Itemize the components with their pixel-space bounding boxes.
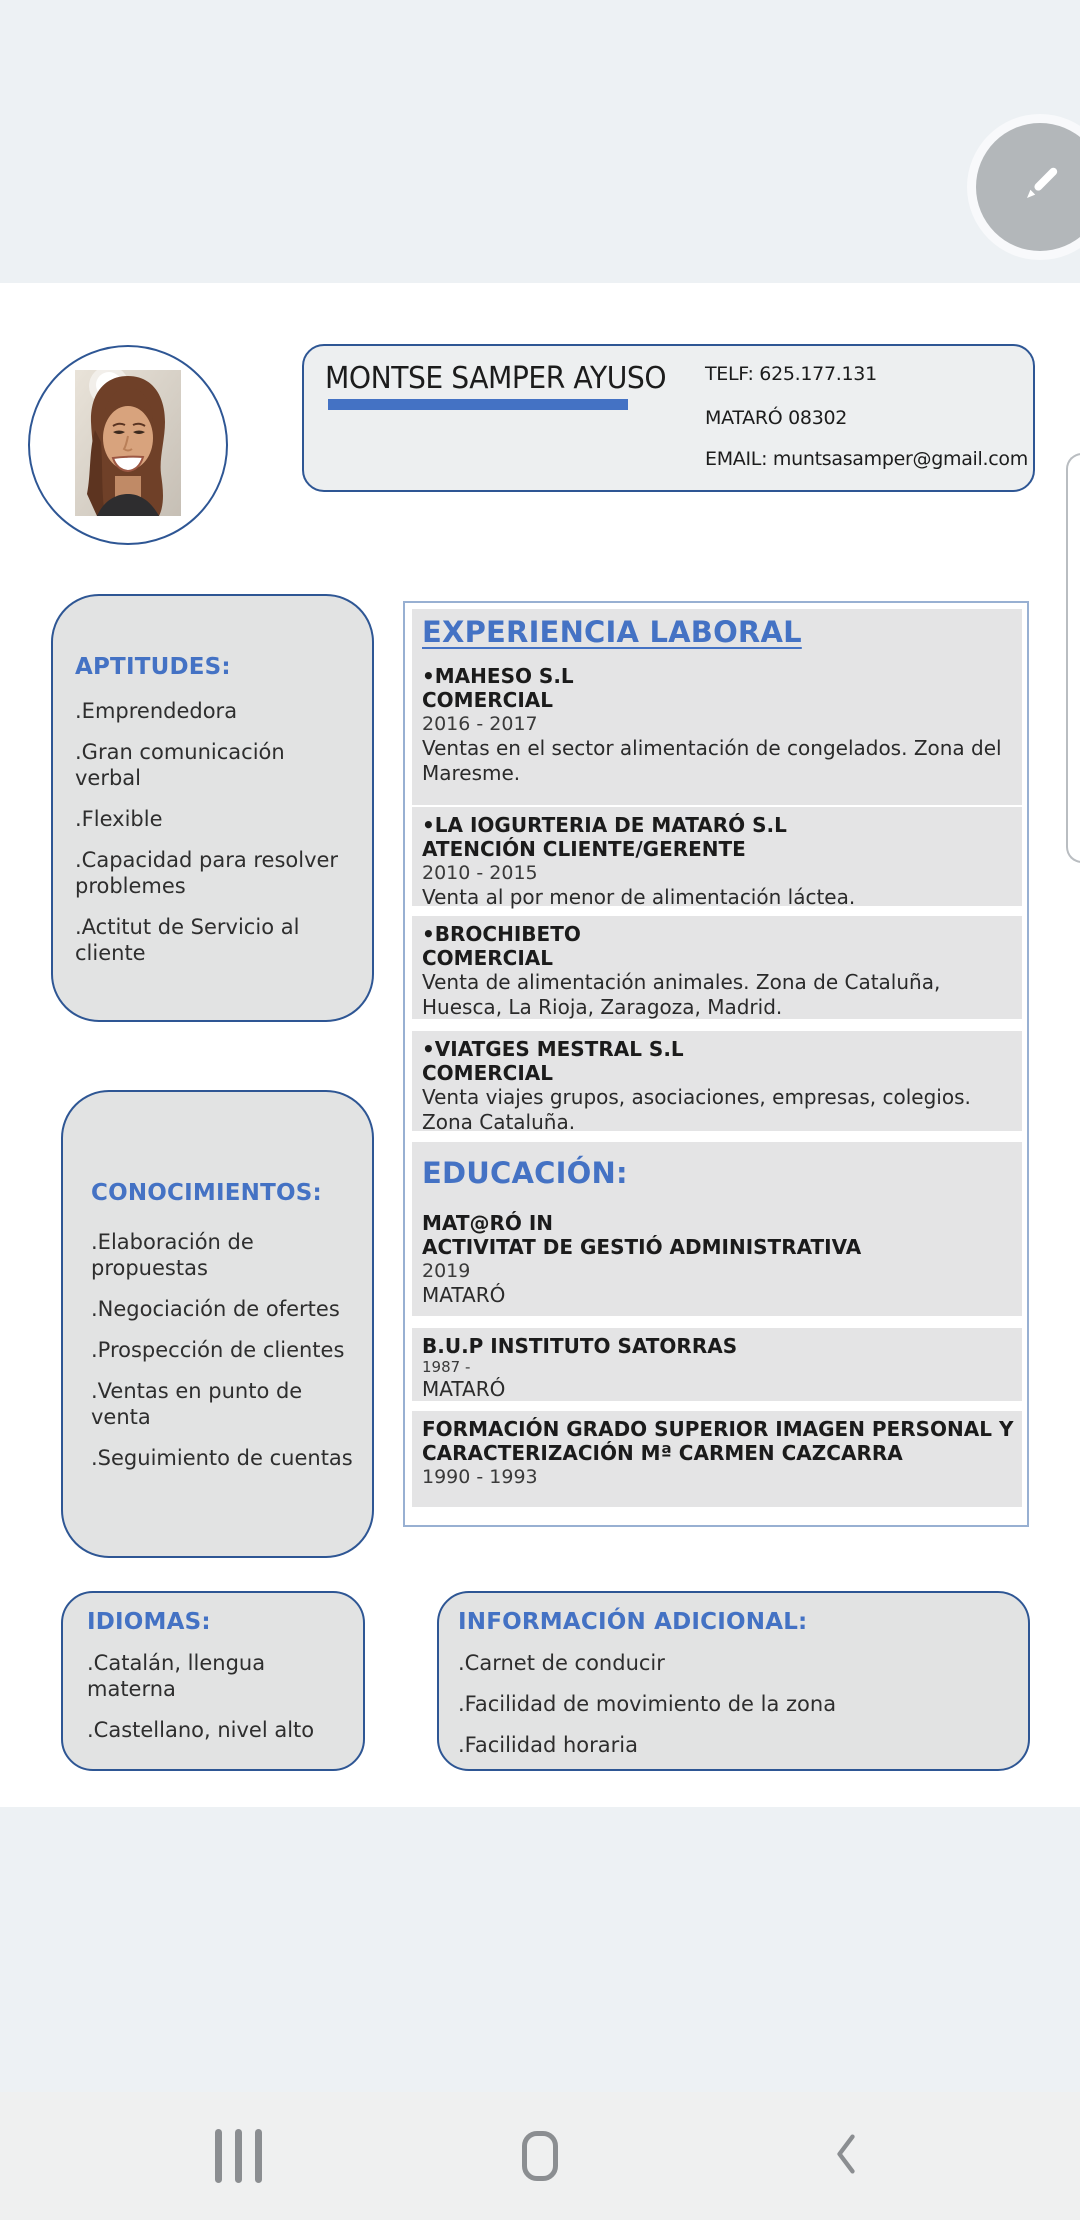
exp-description: Venta al por menor de alimentación láctea.: [422, 885, 856, 909]
edu-year: 1987 -: [422, 1358, 471, 1376]
aptitudes-item: .Capacidad para resolver problemes: [75, 848, 339, 898]
conocimientos-item: .Elaboración de propuestas: [91, 1230, 254, 1280]
exp-role: COMERCIAL: [422, 946, 553, 970]
info-adicional-card: [437, 1591, 1030, 1771]
back-button[interactable]: [786, 2092, 906, 2220]
contact-phone: TELF: 625.177.131: [705, 363, 877, 385]
exp-role: COMERCIAL: [422, 1061, 553, 1085]
aptitudes-item: .Actitut de Servicio al cliente: [75, 915, 300, 965]
education-block: [412, 1411, 1022, 1507]
android-navigation-bar: [0, 2092, 1080, 2220]
edu-school: FORMACIÓN GRADO SUPERIOR IMAGEN PERSONAL Y CARACTERIZACIÓN Mª CARMEN CAZCARRA: [422, 1417, 1014, 1465]
experience-block: [412, 609, 1022, 805]
education-title: EDUCACIÓN:: [422, 1156, 628, 1190]
home-button[interactable]: [480, 2092, 600, 2220]
exp-period: 2010 - 2015: [422, 862, 538, 884]
back-icon: [833, 2132, 859, 2180]
aptitudes-title: APTITUDES:: [75, 654, 231, 680]
info-adicional-item: .Carnet de conducir: [458, 1651, 665, 1675]
exp-company: •VIATGES MESTRAL S.L: [422, 1037, 684, 1061]
contact-email: EMAIL: muntsasamper@gmail.com: [705, 448, 1028, 470]
exp-role: COMERCIAL: [422, 688, 553, 712]
name-underline: [328, 399, 628, 410]
edu-school: MAT@RÓ IN: [422, 1211, 554, 1235]
exp-company: •BROCHIBETO: [422, 922, 581, 946]
conocimientos-item: .Seguimiento de cuentas: [91, 1446, 353, 1470]
info-adicional-item: .Facilidad de movimiento de la zona: [458, 1692, 837, 1716]
exp-description: Ventas en el sector alimentación de congelados. Zona del Maresme.: [422, 736, 1002, 785]
edu-program: ACTIVITAT DE GESTIÓ ADMINISTRATIVA: [422, 1235, 862, 1259]
conocimientos-item: .Ventas en punto de venta: [91, 1379, 303, 1429]
contact-info: [705, 364, 1028, 469]
aptitudes-item: .Gran comunicación verbal: [75, 740, 285, 790]
contact-city: MATARÓ 08302: [705, 407, 848, 429]
aptitudes-item: .Emprendedora: [75, 699, 238, 723]
profile-photo-frame: [28, 345, 228, 545]
education-block: [412, 1142, 1022, 1316]
idiomas-title: IDIOMAS:: [87, 1609, 211, 1635]
recents-button[interactable]: [178, 2092, 298, 2220]
home-icon: [522, 2131, 558, 2181]
education-block: [412, 1328, 1022, 1401]
pencil-icon: [1011, 156, 1069, 218]
recents-icon: [215, 2129, 262, 2183]
experience-title: EXPERIENCIA LABORAL: [422, 615, 802, 649]
edu-year: 1990 - 1993: [422, 1466, 538, 1488]
profile-photo: [75, 370, 181, 520]
info-adicional-item: .Facilidad horaria: [458, 1733, 638, 1757]
exp-description: Venta viajes grupos, asociaciones, empresas, colegios. Zona Cataluña.: [422, 1085, 971, 1134]
conocimientos-item: .Negociación de ofertes: [91, 1297, 340, 1321]
idiomas-card: [61, 1591, 365, 1771]
edu-location: MATARÓ: [422, 1377, 506, 1401]
exp-period: 2016 - 2017: [422, 713, 538, 735]
edu-year: 2019: [422, 1260, 471, 1282]
experience-block: [412, 916, 1022, 1019]
aptitudes-item: .Flexible: [75, 807, 163, 831]
experience-block: [412, 807, 1022, 909]
exp-description: Venta de alimentación animales. Zona de Cataluña, Huesca, La Rioja, Zaragoza, Madrid.: [422, 970, 941, 1019]
exp-company: •LA IOGURTERIA DE MATARÓ S.L: [422, 813, 787, 837]
document-page: [0, 283, 1080, 1807]
header-card: [302, 344, 1035, 492]
experience-block: [412, 1031, 1022, 1134]
exp-company: •MAHESO S.L: [422, 664, 574, 688]
experience-education-panel: [403, 601, 1029, 1527]
conocimientos-title: CONOCIMIENTOS:: [91, 1180, 322, 1206]
edu-school: B.U.P INSTITUTO SATORRAS: [422, 1334, 738, 1358]
person-name: MONTSE SAMPER AYUSO: [325, 361, 667, 396]
conocimientos-item: .Prospección de clientes: [91, 1338, 345, 1362]
idiomas-item: .Catalán, llengua materna: [87, 1651, 266, 1701]
edit-fab-button[interactable]: [976, 123, 1080, 251]
aptitudes-card: [51, 594, 374, 1022]
scroll-handle[interactable]: [1066, 453, 1080, 863]
edu-location: MATARÓ: [422, 1283, 506, 1307]
conocimientos-card: [61, 1090, 374, 1558]
info-adicional-title: INFORMACIÓN ADICIONAL:: [458, 1609, 808, 1635]
exp-role: ATENCIÓN CLIENTE/GERENTE: [422, 837, 746, 861]
idiomas-item: .Castellano, nivel alto: [87, 1718, 315, 1742]
